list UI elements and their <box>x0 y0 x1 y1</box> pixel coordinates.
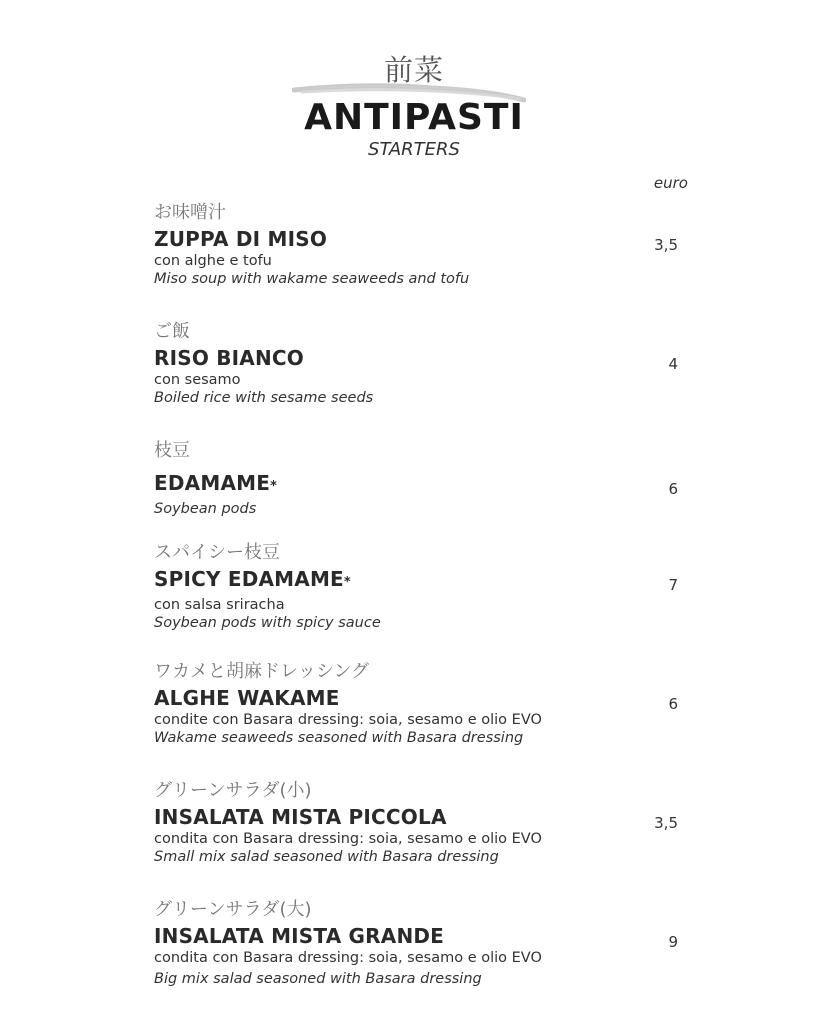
item-english-description: Miso soup with wakame seaweeds and tofu <box>154 271 470 287</box>
item-name: ALGHE WAKAME <box>154 686 340 710</box>
item-price: 7 <box>668 576 678 594</box>
item-italian-description: condita con Basara dressing: soia, sesamo e olio EVO <box>154 831 542 847</box>
item-english-description: Small mix salad seasoned with Basara dressing <box>154 849 499 865</box>
menu-item <box>154 778 684 897</box>
item-name <box>154 566 684 596</box>
item-name-text: SPICY EDAMAME <box>154 567 344 591</box>
item-english-description: Boiled rice with sesame seeds <box>154 390 374 406</box>
allergen-star: * <box>270 479 278 494</box>
menu-header <box>0 52 828 88</box>
item-italian-description: condita con Basara dressing: soia, sesamo e olio EVO <box>154 950 542 966</box>
menu-item <box>154 540 684 659</box>
item-italian-description: con alghe e tofu <box>154 253 272 269</box>
item-english-description: Big mix salad seasoned with Basara dressing <box>154 971 482 987</box>
item-japanese-name: ワカメと胡麻ドレッシング <box>154 661 370 682</box>
menu-item <box>154 897 684 1016</box>
item-japanese-name: グリーンサラダ(大) <box>154 899 312 920</box>
item-name: ZUPPA DI MISO <box>154 227 328 251</box>
menu-item <box>154 659 684 778</box>
item-japanese-name: 枝豆 <box>154 440 190 461</box>
item-italian-description: con salsa sriracha <box>154 597 285 613</box>
item-name: RISO BIANCO <box>154 346 304 370</box>
item-english-description: Wakame seaweeds seasoned with Basara dressing <box>154 730 524 746</box>
item-english-description: Soybean pods with spicy sauce <box>154 615 381 631</box>
item-italian-description: con sesamo <box>154 372 241 388</box>
section-kanji-title: 前菜 <box>383 53 444 87</box>
section-subtitle: STARTERS <box>368 139 460 160</box>
item-english-description: Soybean pods <box>154 501 257 517</box>
item-italian-description: condite con Basara dressing: soia, sesamo e olio EVO <box>154 712 542 728</box>
item-japanese-name: お味噌汁 <box>154 202 226 223</box>
section-title: ANTIPASTI <box>304 97 524 138</box>
item-price: 4 <box>668 355 678 373</box>
item-name-text: EDAMAME <box>154 471 271 495</box>
allergen-star: * <box>343 575 351 590</box>
menu-item <box>154 319 684 438</box>
item-japanese-name: スパイシー枝豆 <box>154 542 280 563</box>
item-price: 3,5 <box>654 814 678 832</box>
item-price: 3,5 <box>654 236 678 254</box>
item-price: 9 <box>668 933 678 951</box>
currency-label: euro <box>653 174 688 192</box>
menu-item <box>154 200 684 319</box>
item-japanese-name: グリーンサラダ(小) <box>154 780 312 801</box>
menu-list <box>154 200 684 1016</box>
item-name: INSALATA MISTA PICCOLA <box>154 805 447 829</box>
item-price: 6 <box>668 480 678 498</box>
item-japanese-name: ご飯 <box>154 321 190 342</box>
item-name <box>154 470 684 500</box>
menu-item <box>154 438 684 540</box>
item-price: 6 <box>668 695 678 713</box>
item-name: INSALATA MISTA GRANDE <box>154 924 445 948</box>
